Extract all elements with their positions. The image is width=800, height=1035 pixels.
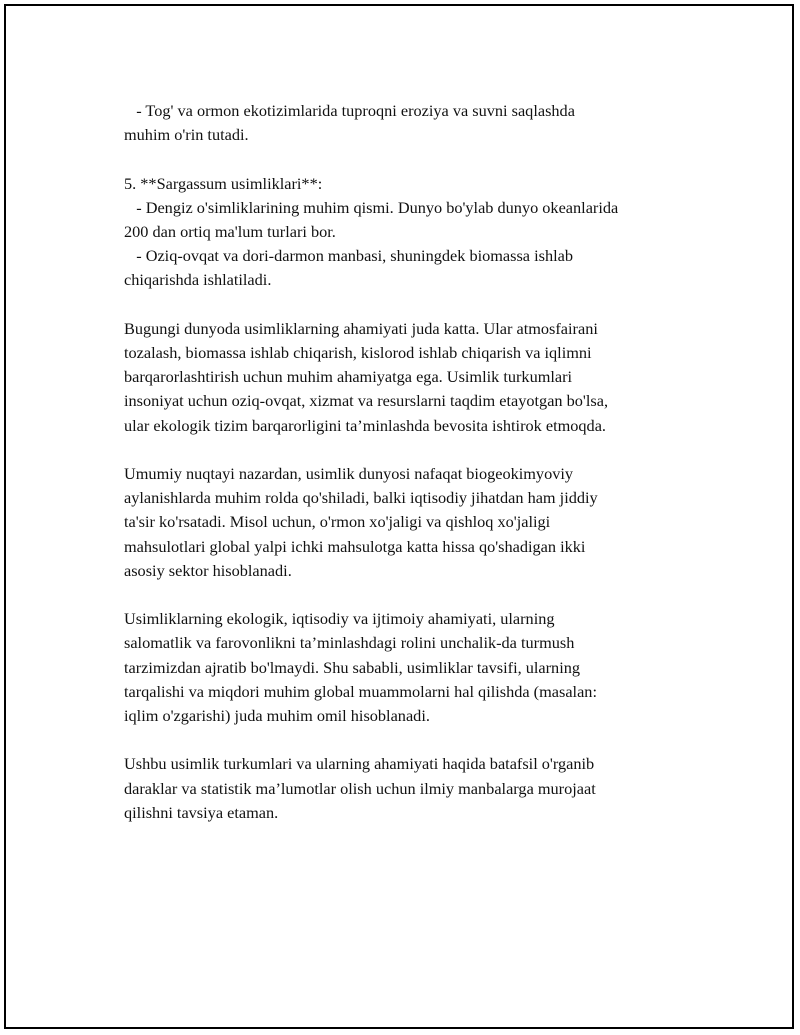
text-line: muhim o'rin tutadi. (124, 125, 249, 145)
text-line: Ushbu usimlik turkumlari va ularning ahamiyati haqida batafsil o'rganib (124, 754, 595, 774)
paragraph-spacer (124, 438, 704, 462)
text-line: Bugungi dunyoda usimliklarning ahamiyati juda katta. Ular atmosfairani (124, 318, 598, 338)
text-line: ta'sir ko'rsatadi. Misol uchun, o'rmon xo'jaligi va qishloq xo'jaligi (124, 512, 551, 532)
paragraph-spacer (124, 583, 704, 607)
paragraph-spacer (124, 728, 704, 752)
text-line: tarzimizdan ajratib bo'lmaydi. Shu sababli, usimliklar tavsifi, ularning (124, 657, 580, 677)
text-line: tozalash, biomassa ishlab chiqarish, kislorod ishlab chiqarish va iqlimni (124, 343, 592, 362)
text-line: tarqalishi va miqdori muhim global muammolarni hal qilishda (masalan: (124, 681, 597, 701)
text-line: salomatlik va farovonlikni ta’minlashdagi rolini unchalik-da turmush (124, 633, 575, 653)
text-line: asosiy sektor hisoblanadi. (124, 560, 292, 580)
text-line: - Tog' va ormon ekotizimlarida tuproqni eroziya va suvni saqlashda (124, 101, 575, 120)
text-line: - Dengiz o'simliklarining muhim qismi. Dunyo bo'ylab dunyo okeanlarida (124, 197, 619, 217)
text-line: daraklar va statistik ma’lumotlar olish uchun ilmiy manbalarga murojaat (124, 778, 596, 798)
text-line: qilishni tavsiya etaman. (124, 802, 279, 822)
paragraph-spacer (124, 293, 704, 317)
paragraph-spacer (124, 147, 704, 171)
sargassum-section (124, 172, 704, 293)
text-line: barqarorlashtirish uchun muhim ahamiyatga ega. Usimlik turkumlari (124, 367, 573, 387)
usimliklarning-paragraph (124, 607, 704, 728)
text-line: Usimliklarning ekologik, iqtisodiy va ijtimoiy ahamiyati, ularning (124, 609, 555, 629)
text-line: - Oziq-ovqat va dori-darmon manbasi, shuningdek biomassa ishlab (124, 246, 573, 266)
ushbu-paragraph (124, 752, 704, 825)
umumiy-paragraph (124, 462, 704, 583)
document-page (4, 4, 794, 1029)
text-line: mahsulotlari global yalpi ichki mahsulotga katta hissa qo'shadigan ikki (124, 536, 586, 556)
text-line: iqlim o'zgarishi) juda muhim omil hisoblanadi. (124, 706, 430, 726)
text-line: Umumiy nuqtayi nazardan, usimlik dunyosi nafaqat biogeokimyoviy (124, 464, 574, 483)
text-line: aylanishlarda muhim rolda qo'shiladi, balki iqtisodiy jihatdan ham jiddiy (124, 488, 598, 508)
document-body (124, 99, 704, 825)
text-line: ular ekologik tizim barqarorligini ta’minlashda bevosita ishtirok etmoqda. (124, 415, 606, 435)
bugungi-paragraph (124, 317, 704, 438)
tog-ormon-item (124, 99, 704, 147)
text-line: chiqarishda ishlatiladi. (124, 270, 272, 290)
text-line: 200 dan ortiq ma'lum turlari bor. (124, 222, 336, 241)
section-heading: 5. **Sargassum usimliklari**: (124, 173, 323, 193)
text-line: insoniyat uchun oziq-ovqat, xizmat va resurslarni taqdim etayotgan bo'lsa, (124, 391, 609, 411)
